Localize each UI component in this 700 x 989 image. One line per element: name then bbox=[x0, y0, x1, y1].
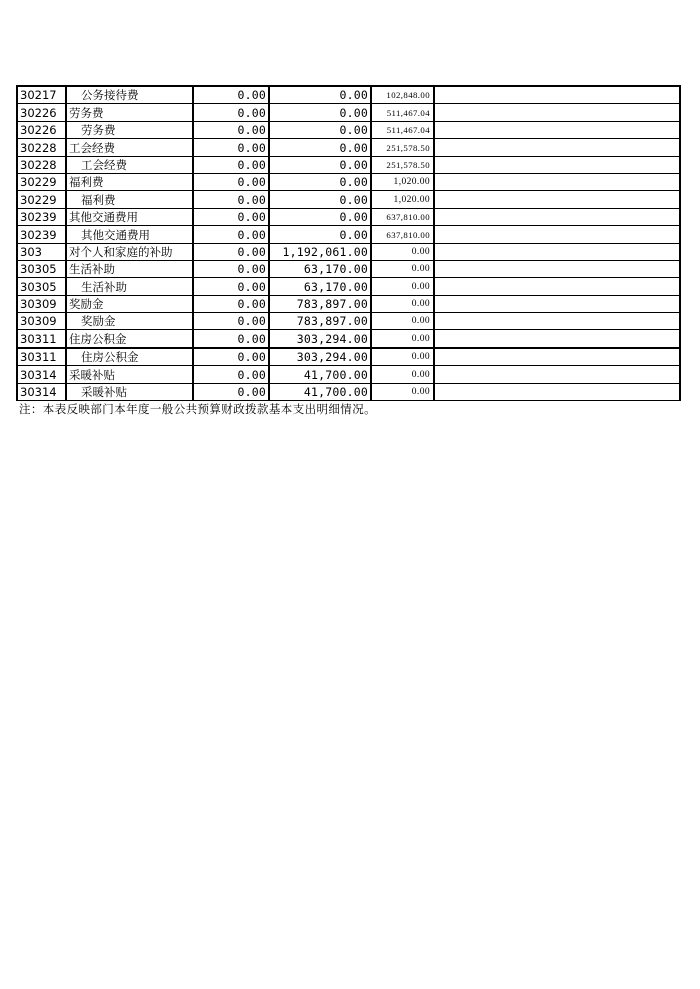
amount-col2: 0.00 bbox=[269, 191, 371, 208]
table-row bbox=[17, 260, 680, 277]
empty-cell bbox=[434, 383, 680, 400]
amount-col3: 0.00 bbox=[371, 366, 434, 383]
table-row bbox=[17, 86, 680, 104]
empty-cell bbox=[434, 313, 680, 330]
amount-col1: 0.00 bbox=[193, 260, 269, 277]
table-row bbox=[17, 173, 680, 190]
amount-col2: 63,170.00 bbox=[269, 278, 371, 295]
expenditure-table bbox=[16, 85, 681, 401]
table-row bbox=[17, 383, 680, 400]
table-row bbox=[17, 348, 680, 366]
empty-cell bbox=[434, 226, 680, 243]
amount-col2: 303,294.00 bbox=[269, 348, 371, 366]
item-name: 劳务费 bbox=[66, 104, 193, 121]
item-name: 奖励金 bbox=[66, 313, 193, 330]
item-name: 福利费 bbox=[66, 191, 193, 208]
amount-col3: 0.00 bbox=[371, 243, 434, 260]
amount-col2: 63,170.00 bbox=[269, 260, 371, 277]
economic-code: 303 bbox=[17, 243, 66, 260]
amount-col1: 0.00 bbox=[193, 139, 269, 156]
item-name: 对个人和家庭的补助 bbox=[66, 243, 193, 260]
amount-col1: 0.00 bbox=[193, 104, 269, 121]
table-row bbox=[17, 104, 680, 121]
empty-cell bbox=[434, 330, 680, 348]
economic-code: 30314 bbox=[17, 366, 66, 383]
economic-code: 30226 bbox=[17, 104, 66, 121]
empty-cell bbox=[434, 295, 680, 312]
amount-col2: 783,897.00 bbox=[269, 295, 371, 312]
amount-col2: 0.00 bbox=[269, 86, 371, 104]
economic-code: 30305 bbox=[17, 260, 66, 277]
item-name: 生活补助 bbox=[66, 278, 193, 295]
amount-col2: 0.00 bbox=[269, 156, 371, 173]
economic-code: 30305 bbox=[17, 278, 66, 295]
amount-col1: 0.00 bbox=[193, 121, 269, 138]
amount-col1: 0.00 bbox=[193, 191, 269, 208]
item-name: 采暖补贴 bbox=[66, 383, 193, 400]
table-row bbox=[17, 139, 680, 156]
empty-cell bbox=[434, 104, 680, 121]
item-name: 公务接待费 bbox=[66, 86, 193, 104]
empty-cell bbox=[434, 173, 680, 190]
amount-col3: 251,578.50 bbox=[371, 139, 434, 156]
table-row bbox=[17, 243, 680, 260]
amount-col3: 0.00 bbox=[371, 383, 434, 400]
economic-code: 30239 bbox=[17, 208, 66, 225]
amount-col2: 0.00 bbox=[269, 226, 371, 243]
amount-col2: 783,897.00 bbox=[269, 313, 371, 330]
amount-col2: 41,700.00 bbox=[269, 383, 371, 400]
amount-col1: 0.00 bbox=[193, 86, 269, 104]
amount-col2: 41,700.00 bbox=[269, 366, 371, 383]
item-name: 住房公积金 bbox=[66, 330, 193, 348]
amount-col3: 511,467.04 bbox=[371, 104, 434, 121]
table-row bbox=[17, 295, 680, 312]
item-name: 其他交通费用 bbox=[66, 208, 193, 225]
economic-code: 30311 bbox=[17, 348, 66, 366]
amount-col3: 0.00 bbox=[371, 348, 434, 366]
item-name: 劳务费 bbox=[66, 121, 193, 138]
table-row bbox=[17, 313, 680, 330]
economic-code: 30228 bbox=[17, 139, 66, 156]
amount-col2: 0.00 bbox=[269, 121, 371, 138]
economic-code: 30314 bbox=[17, 383, 66, 400]
empty-cell bbox=[434, 278, 680, 295]
amount-col1: 0.00 bbox=[193, 173, 269, 190]
table-row bbox=[17, 330, 680, 348]
item-name: 福利费 bbox=[66, 173, 193, 190]
item-name: 工会经费 bbox=[66, 156, 193, 173]
item-name: 生活补助 bbox=[66, 260, 193, 277]
amount-col1: 0.00 bbox=[193, 278, 269, 295]
amount-col1: 0.00 bbox=[193, 330, 269, 348]
empty-cell bbox=[434, 348, 680, 366]
item-name: 采暖补贴 bbox=[66, 366, 193, 383]
empty-cell bbox=[434, 191, 680, 208]
amount-col2: 1,192,061.00 bbox=[269, 243, 371, 260]
table-row bbox=[17, 208, 680, 225]
amount-col1: 0.00 bbox=[193, 208, 269, 225]
amount-col3: 1,020.00 bbox=[371, 191, 434, 208]
table-row bbox=[17, 121, 680, 138]
economic-code: 30229 bbox=[17, 191, 66, 208]
amount-col1: 0.00 bbox=[193, 383, 269, 400]
amount-col1: 0.00 bbox=[193, 243, 269, 260]
item-name: 奖励金 bbox=[66, 295, 193, 312]
amount-col3: 251,578.50 bbox=[371, 156, 434, 173]
amount-col3: 0.00 bbox=[371, 278, 434, 295]
amount-col2: 0.00 bbox=[269, 208, 371, 225]
item-name: 住房公积金 bbox=[66, 348, 193, 366]
table-row bbox=[17, 226, 680, 243]
empty-cell bbox=[434, 260, 680, 277]
amount-col2: 303,294.00 bbox=[269, 330, 371, 348]
empty-cell bbox=[434, 121, 680, 138]
empty-cell bbox=[434, 156, 680, 173]
amount-col2: 0.00 bbox=[269, 173, 371, 190]
amount-col3: 637,810.00 bbox=[371, 208, 434, 225]
table-row bbox=[17, 366, 680, 383]
amount-col1: 0.00 bbox=[193, 366, 269, 383]
amount-col3: 0.00 bbox=[371, 295, 434, 312]
amount-col2: 0.00 bbox=[269, 139, 371, 156]
amount-col3: 637,810.00 bbox=[371, 226, 434, 243]
table-row bbox=[17, 278, 680, 295]
amount-col3: 0.00 bbox=[371, 330, 434, 348]
empty-cell bbox=[434, 86, 680, 104]
economic-code: 30309 bbox=[17, 313, 66, 330]
amount-col1: 0.00 bbox=[193, 348, 269, 366]
amount-col1: 0.00 bbox=[193, 295, 269, 312]
economic-code: 30309 bbox=[17, 295, 66, 312]
empty-cell bbox=[434, 139, 680, 156]
table-row bbox=[17, 191, 680, 208]
item-name: 工会经费 bbox=[66, 139, 193, 156]
economic-code: 30217 bbox=[17, 86, 66, 104]
economic-code: 30311 bbox=[17, 330, 66, 348]
item-name: 其他交通费用 bbox=[66, 226, 193, 243]
empty-cell bbox=[434, 243, 680, 260]
amount-col3: 511,467.04 bbox=[371, 121, 434, 138]
amount-col1: 0.00 bbox=[193, 313, 269, 330]
amount-col3: 0.00 bbox=[371, 313, 434, 330]
amount-col3: 102,848.00 bbox=[371, 86, 434, 104]
economic-code: 30226 bbox=[17, 121, 66, 138]
economic-code: 30239 bbox=[17, 226, 66, 243]
amount-col1: 0.00 bbox=[193, 156, 269, 173]
amount-col3: 0.00 bbox=[371, 260, 434, 277]
economic-code: 30228 bbox=[17, 156, 66, 173]
empty-cell bbox=[434, 208, 680, 225]
economic-code: 30229 bbox=[17, 173, 66, 190]
amount-col3: 1,020.00 bbox=[371, 173, 434, 190]
table-footnote: 注：本表反映部门本年度一般公共预算财政拨款基本支出明细情况。 bbox=[19, 402, 376, 416]
empty-cell bbox=[434, 366, 680, 383]
amount-col1: 0.00 bbox=[193, 226, 269, 243]
amount-col2: 0.00 bbox=[269, 104, 371, 121]
table-row bbox=[17, 156, 680, 173]
